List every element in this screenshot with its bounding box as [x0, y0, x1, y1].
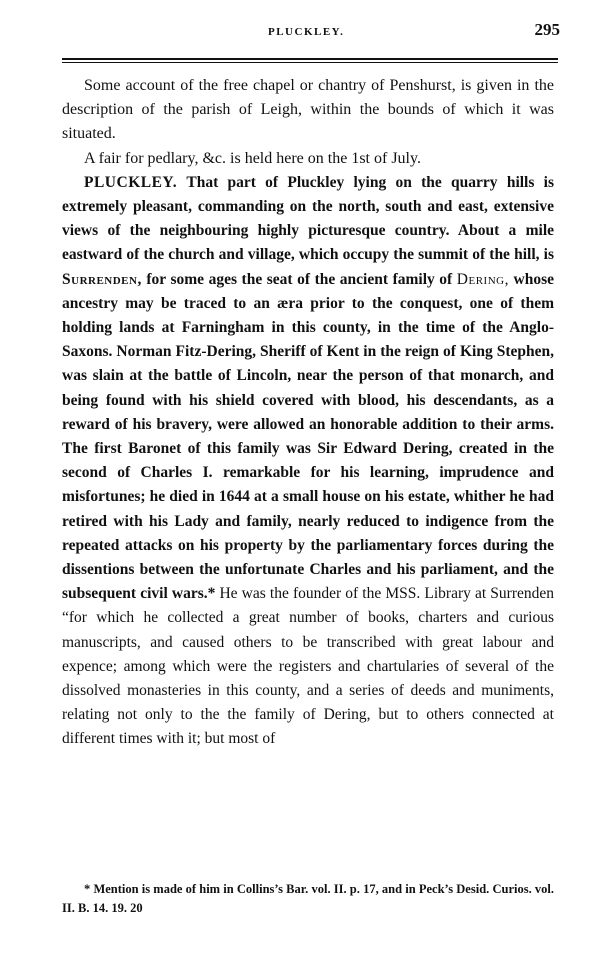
header-rule	[62, 58, 558, 63]
paragraph-pluckley	[62, 171, 554, 752]
paragraph-fair: A fair for pedlary, &c. is held here on the 1st of July.	[84, 149, 421, 167]
section-heading: PLUCKLEY.	[84, 173, 178, 191]
paragraph-penshurst-chapel: Some account of the free chapel or chantry of Penshurst, is given in the description of the parish of Leigh, within the bounds of which it was situated.	[62, 77, 554, 143]
pluckley-text-b: for some ages the seat of the ancient family of	[141, 270, 457, 288]
body-text	[62, 74, 554, 752]
pluckley-text-d: He was the founder of the MSS. Library at Surrenden “for which he collected a great number of books, charters and curious manuscripts, and caused others to be transcribed with great labour and expence; among which were the registers and chartularies of several of the dissolved monasteries in this county, and a series of deeds and muniments, relating not only to the the family of Dering, but to others connected at different times with it; but most of	[62, 585, 554, 748]
dering-name: Dering,	[456, 270, 509, 288]
footnote	[62, 880, 554, 918]
surrenden-name: Surrenden,	[62, 270, 142, 288]
pluckley-text-a: That part of Pluckley lying on the quarry hills is extremely pleasant, commanding on the north, south and east, extensive views of the neighbouring highly picturesque country. About a mile eastward of the church and village, which occupy the summit of the hill, is	[62, 173, 555, 264]
page-number: 295	[534, 20, 560, 39]
pluckley-text-c: whose ancestry may be traced to an æra prior to the conquest, one of them holding lands at Farningham in this county, in the time of the Anglo-Saxons. Norman Fitz-Dering, Sheriff of Kent in the reign of King Stephen, was slain at the battle of Lincoln, near the person of that monarch, and being found with his shield covered with blood, his descendants, as a reward of his bravery, were allowed an honorable addition to their arms. The first Baronet of this family was Sir Edward Dering, created in the second of Charles I. remarkable for his learning, imprudence and misfortunes; he died in 1644 at a small house on his estate, whither he had retired with his Lady and family, nearly reduced to indigence from the repeated attacks on his property by the parliamentary forces during the dissentions between the unfortunate Charles and his parliament, and the subsequent civil wars.*	[62, 270, 554, 603]
page-header	[60, 20, 560, 50]
running-title: PLUCKLEY.	[268, 26, 345, 38]
footnote-text: * Mention is made of him in Collins’s Bar. vol. II. p. 17, and in Peck’s Desid. Curios. vol. II. B. 14. 19. 20	[62, 882, 554, 915]
